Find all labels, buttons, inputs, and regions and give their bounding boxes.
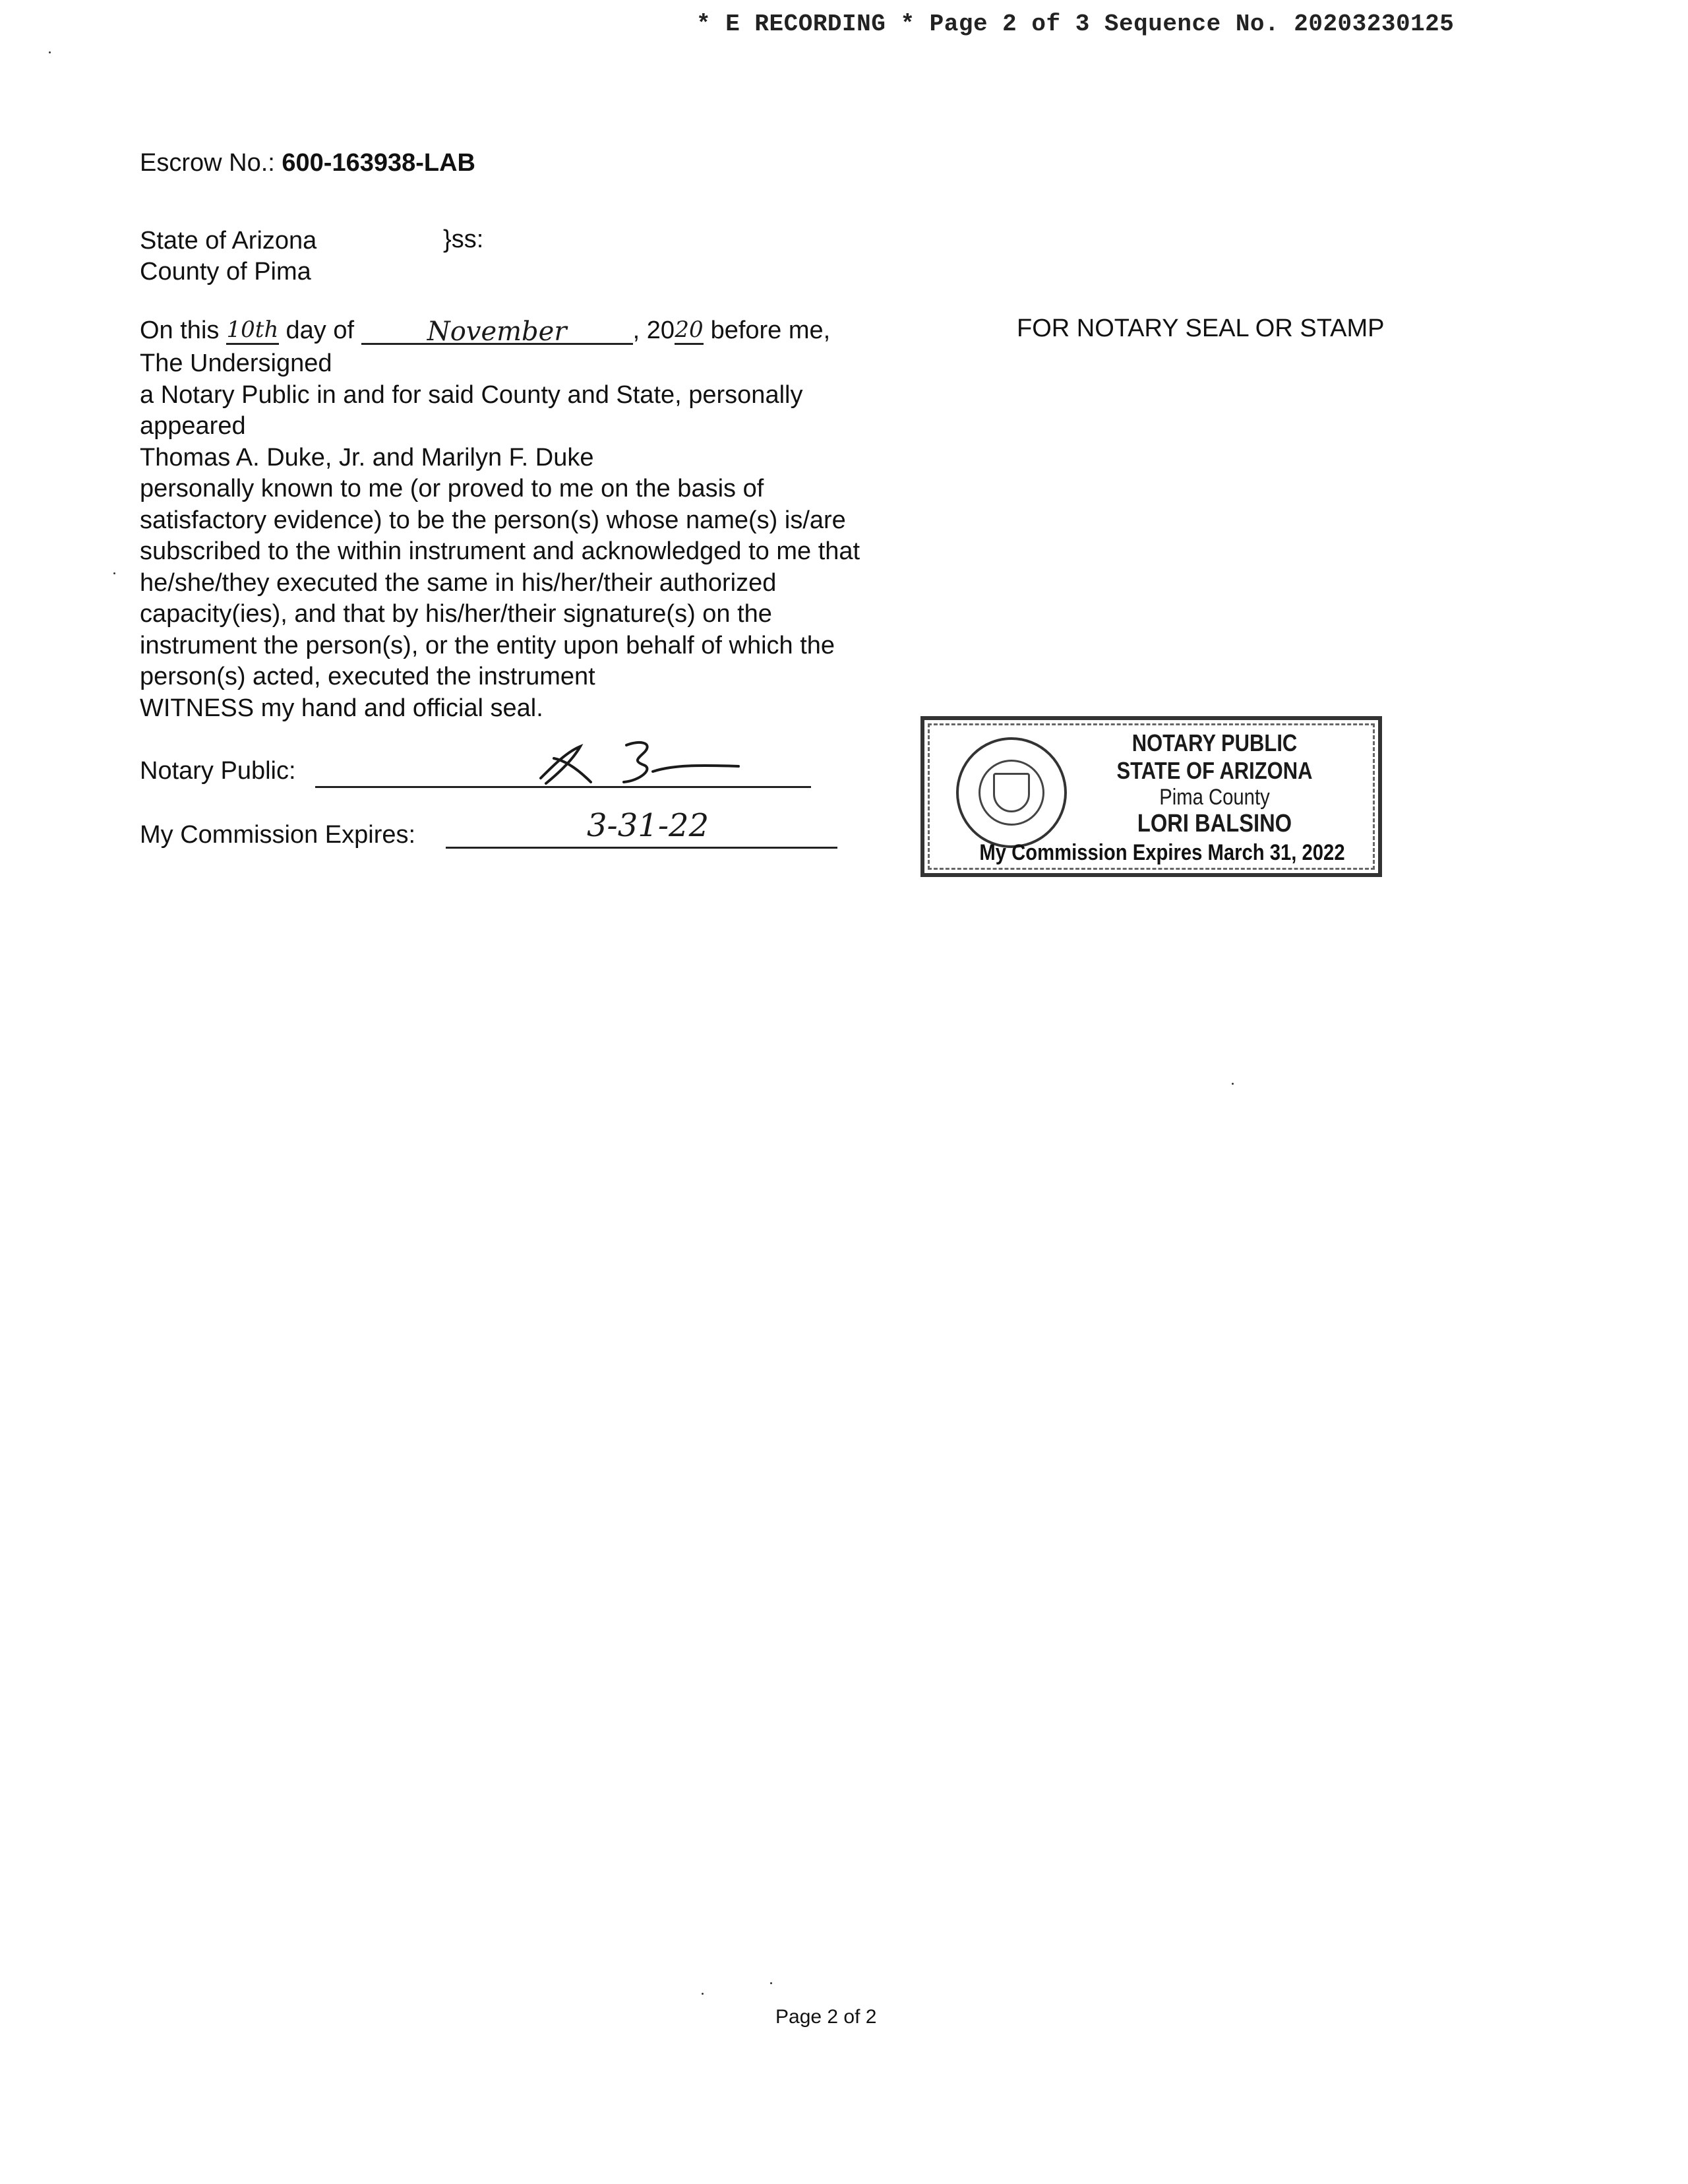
line-executed: he/she/they executed the same in his/her/their authorized bbox=[140, 568, 777, 597]
year-handwritten: 20 bbox=[675, 317, 704, 345]
commission-expires-label: My Commission Expires: bbox=[140, 821, 416, 849]
scan-speck bbox=[49, 51, 51, 53]
day-handwritten: 10th bbox=[226, 317, 279, 345]
line-undersigned: The Undersigned bbox=[140, 349, 332, 377]
year-prefix-text: , 20 bbox=[632, 317, 675, 344]
line-subscribed: subscribed to the within instrument and acknowledged to me that bbox=[140, 537, 860, 565]
stamp-title: NOTARY PUBLIC bbox=[1131, 729, 1298, 756]
line-witness: WITNESS my hand and official seal. bbox=[140, 694, 543, 722]
venue-state: State of Arizona bbox=[140, 227, 317, 255]
commission-expires-handwritten: 3-31-22 bbox=[587, 807, 709, 844]
line-appeared: appeared bbox=[140, 412, 246, 440]
scan-speck bbox=[1232, 1083, 1234, 1085]
escrow-label: Escrow No.: bbox=[140, 149, 275, 177]
stamp-notary-name: LORI BALSINO bbox=[1137, 810, 1292, 837]
line-acted: person(s) acted, executed the instrument bbox=[140, 663, 595, 690]
notary-public-label: Notary Public: bbox=[140, 757, 296, 785]
line-known: personally known to me (or proved to me on the basis of bbox=[140, 475, 764, 502]
page-footer: Page 2 of 2 bbox=[775, 2006, 877, 2028]
month-handwritten: November bbox=[361, 317, 633, 345]
notary-signature bbox=[528, 732, 745, 790]
stamp-state: STATE OF ARIZONA bbox=[1116, 757, 1313, 784]
acknowledgment-paragraph bbox=[140, 348, 860, 724]
before-me-text: before me, bbox=[710, 317, 831, 344]
line-capacity: capacity(ies), and that by his/her/their signature(s) on the bbox=[140, 600, 772, 628]
stamp-county: Pima County bbox=[1159, 785, 1270, 810]
on-this-text: On this bbox=[140, 317, 220, 344]
scan-speck bbox=[770, 1982, 772, 1984]
line-names: Thomas A. Duke, Jr. and Marilyn F. Duke bbox=[140, 443, 594, 471]
escrow-number: 600-163938-LAB bbox=[282, 149, 475, 177]
scan-speck bbox=[113, 572, 115, 574]
venue-ss: }ss: bbox=[443, 226, 484, 253]
recording-header: * E RECORDING * Page 2 of 3 Sequence No. 20203230125 bbox=[696, 11, 1455, 38]
notary-stamp bbox=[920, 716, 1382, 877]
line-satisfactory: satisfactory evidence) to be the person(s) whose name(s) is/are bbox=[140, 506, 846, 534]
day-of-text: day of bbox=[286, 317, 355, 344]
escrow-row bbox=[140, 149, 475, 177]
commission-expires-line bbox=[446, 847, 837, 849]
venue-county: County of Pima bbox=[140, 258, 311, 286]
seal-shield-icon bbox=[993, 773, 1030, 812]
seal-area-label: FOR NOTARY SEAL OR STAMP bbox=[1017, 315, 1385, 342]
scan-speck bbox=[702, 1993, 704, 1995]
line-instrument: instrument the person(s), or the entity upon behalf of which the bbox=[140, 631, 835, 659]
stamp-expiration: My Commission Expires March 31, 2022 bbox=[979, 840, 1345, 865]
arizona-seal-icon bbox=[956, 737, 1067, 848]
acknowledgment-date-line bbox=[140, 317, 830, 345]
line-notary-public: a Notary Public in and for said County and State, personally bbox=[140, 380, 803, 409]
